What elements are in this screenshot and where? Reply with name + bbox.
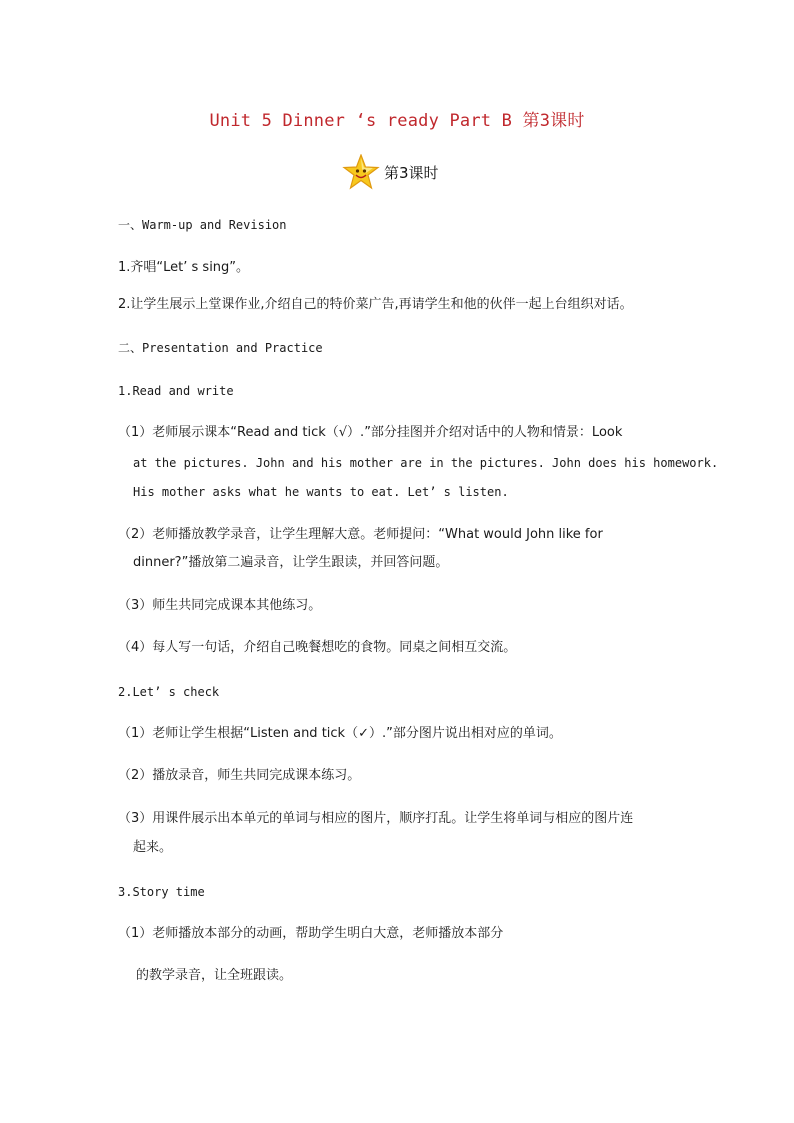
paragraph: 2.让学生展示上堂课作业,介绍自己的特价菜广告,再请学生和他的伙伴一起上台组织对话。 [118, 297, 633, 312]
paragraph: （4）每人写一句话，介绍自己晚餐想吃的食物。同桌之间相互交流。 [118, 640, 517, 655]
paragraph-continuation: 起来。 [133, 840, 173, 855]
paragraph-continuation: at the pictures. John and his mother are in the pictures. John does his homework. [133, 456, 719, 470]
section-heading-warmup: 一、Warm-up and Revision [118, 218, 287, 232]
paragraph: （1）老师让学生根据“Listen and tick（✓）.”部分图片说出相对应的单词。 [118, 726, 562, 741]
paragraph: （1）老师展示课本“Read and tick（√）.”部分挂图并介绍对话中的人物和情景：Look [118, 425, 623, 440]
subsection-heading: 1.Read and write [118, 384, 234, 398]
paragraph-continuation: dinner?”播放第二遍录音，让学生跟读，并回答问题。 [133, 555, 449, 570]
paragraph: （2）播放录音，师生共同完成课本练习。 [118, 768, 361, 783]
document-title: Unit 5 Dinner ‘s ready Part B 第3课时 [209, 111, 585, 131]
section-heading-presentation: 二、Presentation and Practice [118, 341, 323, 355]
paragraph: （1）老师播放本部分的动画，帮助学生明白大意，老师播放本部分 [118, 926, 504, 941]
paragraph: （2）老师播放教学录音，让学生理解大意。老师提问：“What would John like for [118, 527, 603, 542]
subsection-heading: 2.Let’ s check [118, 685, 220, 699]
paragraph-continuation: 的教学录音，让全班跟读。 [136, 968, 293, 983]
paragraph: （3）用课件展示出本单元的单词与相应的图片，顺序打乱。让学生将单词与相应的图片连 [118, 811, 634, 826]
paragraph: （3）师生共同完成课本其他练习。 [118, 598, 322, 613]
paragraph-continuation: His mother asks what he wants to eat. Let’ s listen. [133, 485, 509, 499]
subsection-heading: 3.Story time [118, 885, 205, 899]
paragraph: 1.齐唱“Let’ s sing”。 [118, 260, 250, 275]
lesson-heading [342, 154, 439, 190]
lesson-heading-text: 第3课时 [384, 163, 439, 182]
smiling-star-icon [342, 154, 380, 190]
